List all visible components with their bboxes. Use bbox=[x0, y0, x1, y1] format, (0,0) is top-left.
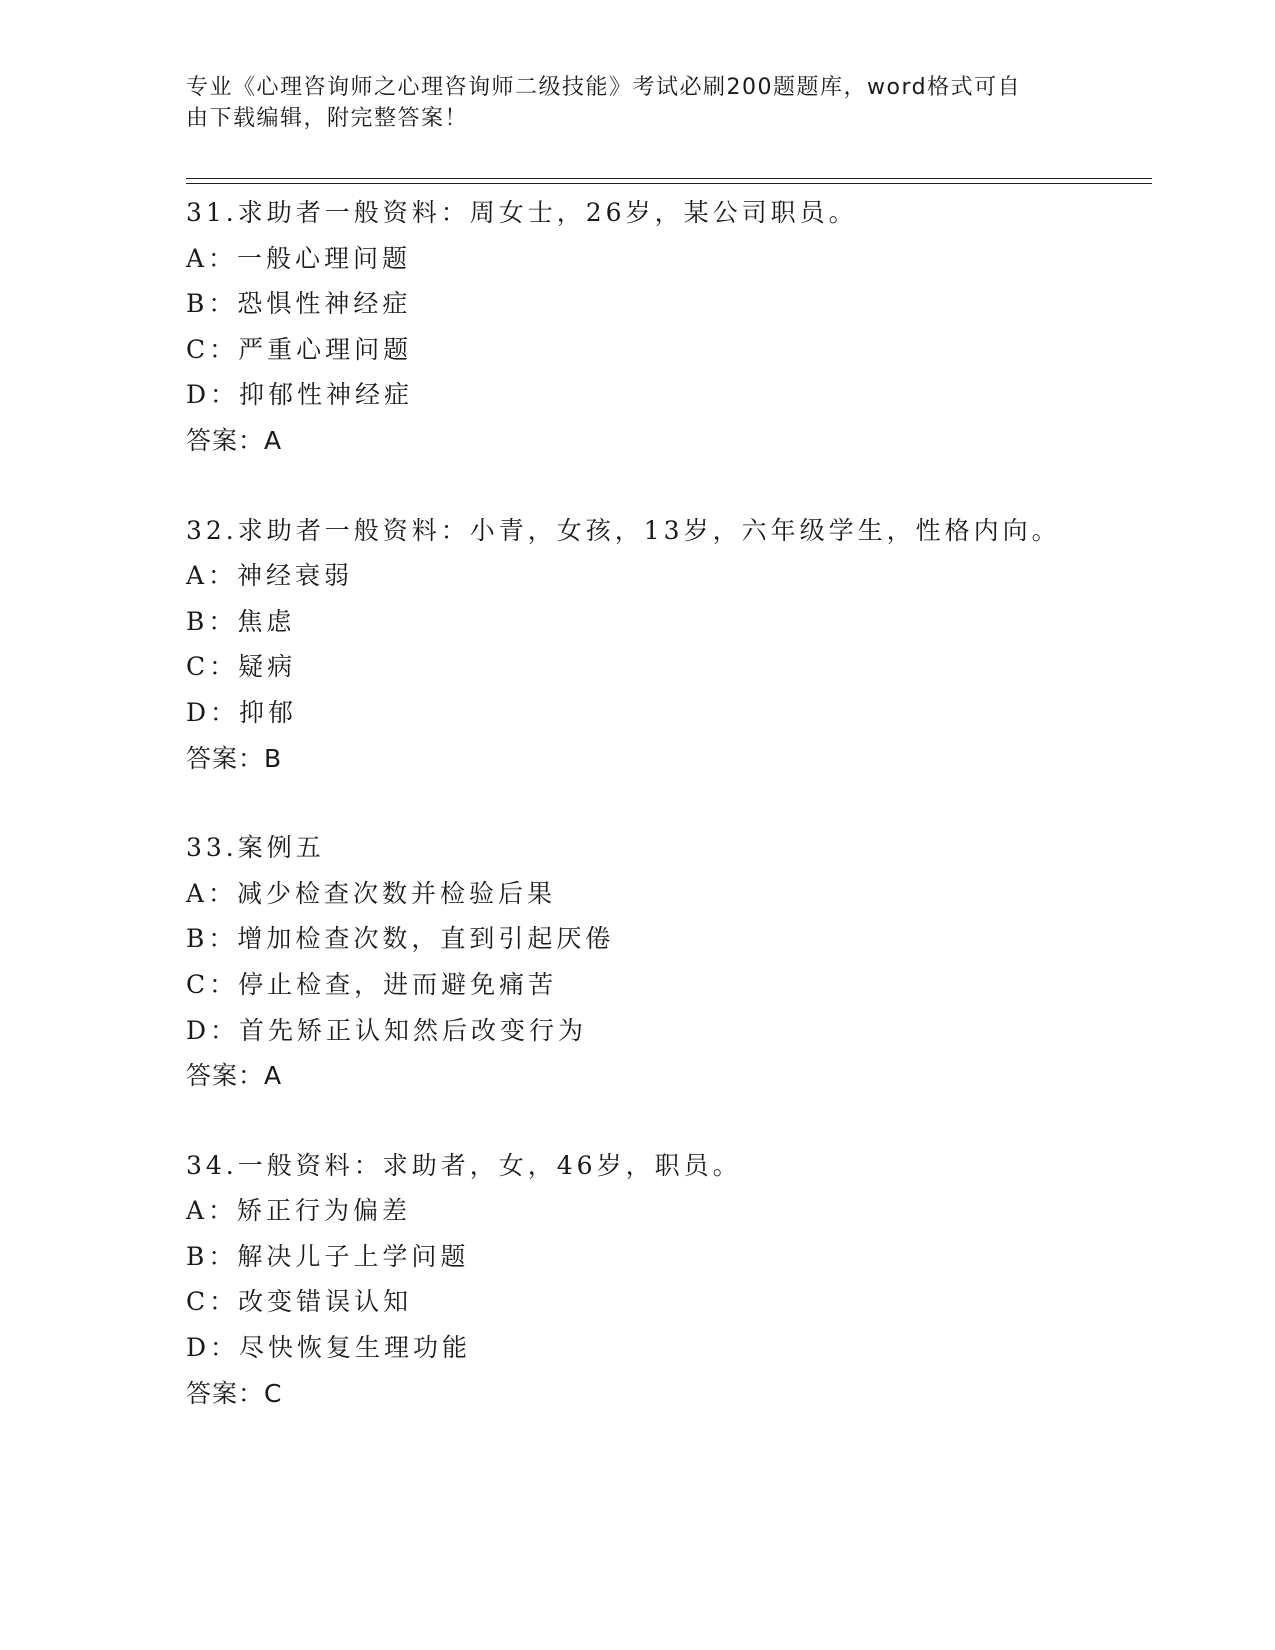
header-line-1: 专业《心理咨询师之心理咨询师二级技能》考试必刷200题题库，word格式可自 bbox=[186, 75, 1022, 100]
option-c: C：改变错误认知 bbox=[186, 1287, 413, 1317]
header-line-2: 由下载编辑，附完整答案！ bbox=[186, 106, 469, 131]
option-a: A：一般心理问题 bbox=[186, 243, 412, 273]
answer-line: 答案：A bbox=[186, 425, 283, 455]
option-a: A：神经衰弱 bbox=[186, 561, 354, 591]
option-b: B：解决儿子上学问题 bbox=[186, 1241, 470, 1271]
answer-line: 答案：A bbox=[186, 1061, 283, 1091]
answer-line: 答案：B bbox=[186, 743, 283, 773]
option-a: A：矫正行为偏差 bbox=[186, 1196, 412, 1226]
option-c: C：严重心理问题 bbox=[186, 334, 413, 364]
answer-line: 答案：C bbox=[186, 1378, 283, 1408]
document-header bbox=[186, 72, 1066, 134]
question-stem: 31.求助者一般资料：周女士，26岁，某公司职员。 bbox=[186, 198, 858, 227]
question-list bbox=[186, 190, 1146, 1460]
question-31 bbox=[186, 190, 1146, 464]
question-33 bbox=[186, 825, 1146, 1099]
option-b: B：焦虑 bbox=[186, 606, 296, 636]
question-34 bbox=[186, 1143, 1146, 1417]
option-d: D：抑郁性神经症 bbox=[186, 380, 414, 410]
option-d: D：首先矫正认知然后改变行为 bbox=[186, 1015, 588, 1045]
option-d: D：抑郁 bbox=[186, 697, 298, 727]
option-b: B：恐惧性神经症 bbox=[186, 289, 412, 319]
question-stem: 32.求助者一般资料：小青，女孩，13岁，六年级学生，性格内向。 bbox=[186, 515, 1061, 545]
question-32 bbox=[186, 508, 1146, 782]
option-c: C：停止检查，进而避免痛苦 bbox=[186, 969, 558, 999]
question-stem: 33.案例五 bbox=[186, 833, 325, 863]
option-b: B：增加检查次数，直到引起厌倦 bbox=[186, 924, 615, 954]
option-a: A：减少检查次数并检验后果 bbox=[186, 878, 557, 908]
question-stem: 34.一般资料：求助者，女，46岁，职员。 bbox=[186, 1150, 742, 1180]
header-rule-bottom bbox=[186, 183, 1152, 184]
option-d: D：尽快恢复生理功能 bbox=[186, 1333, 472, 1363]
option-c: C：疑病 bbox=[186, 652, 297, 682]
header-rule-top bbox=[186, 178, 1152, 179]
